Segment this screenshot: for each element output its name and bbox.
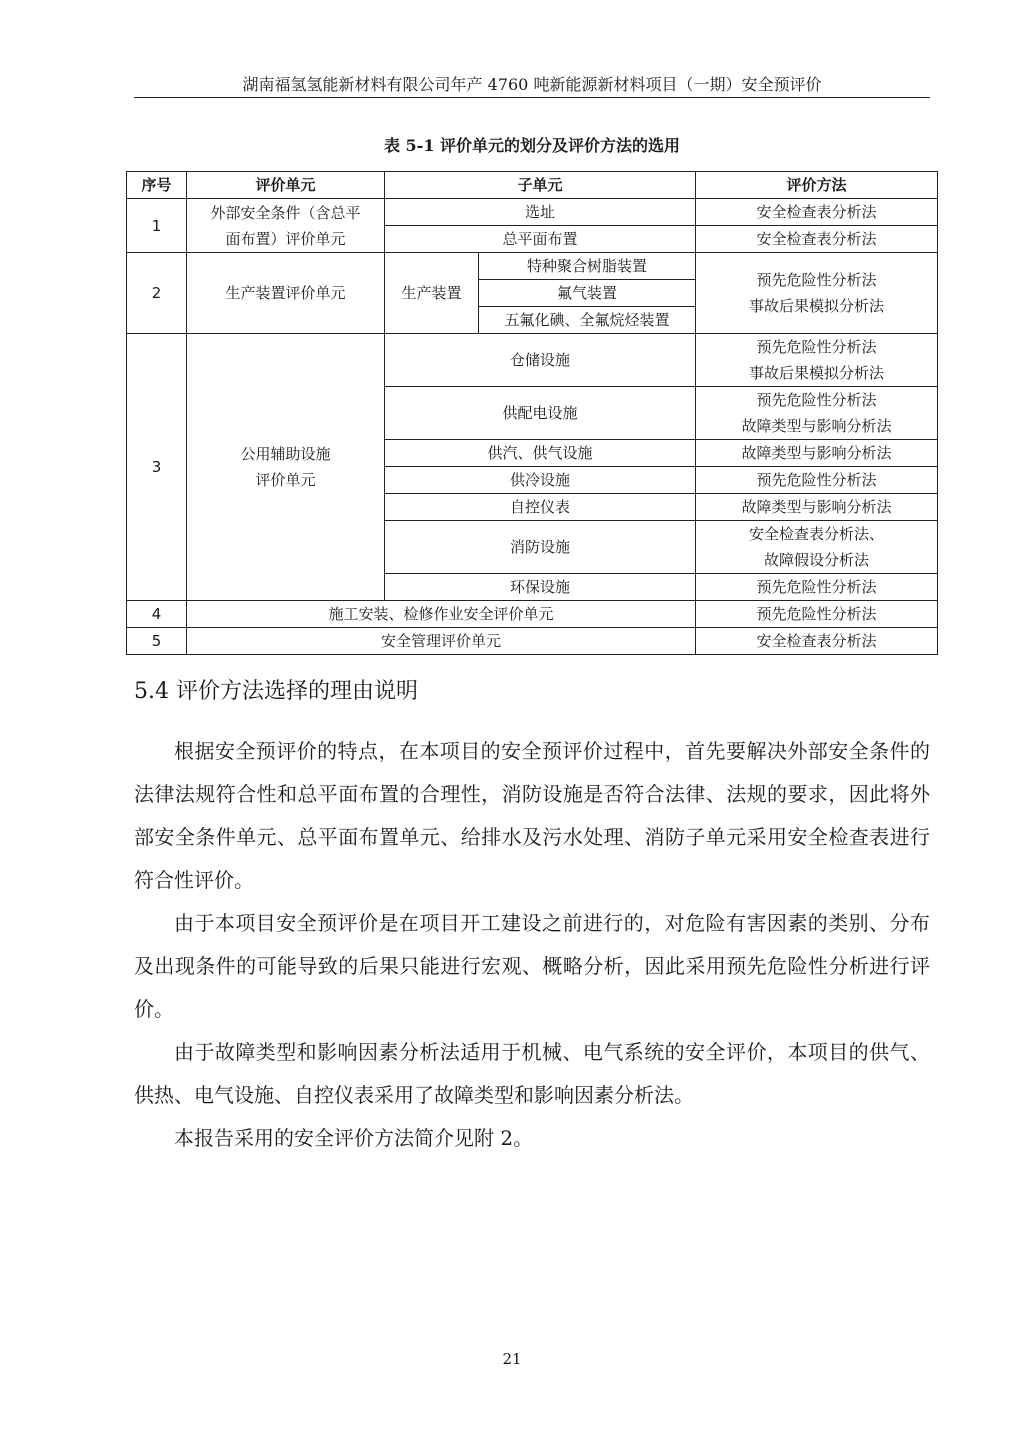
section-heading: 5.4 评价方法选择的理由说明: [134, 679, 418, 704]
method-cell: 预先危险性分析法: [696, 574, 938, 601]
row-number: 2: [127, 253, 187, 334]
table-row: [127, 601, 938, 628]
header-unit: 评价单元: [187, 172, 385, 199]
method-cell: 安全检查表分析法: [696, 628, 938, 655]
unit-cell: 施工安装、检修作业安全评价单元: [187, 601, 696, 628]
subunit-cell: 供汽、供气设施: [385, 440, 696, 467]
subunit-cell: 自控仪表: [385, 494, 696, 521]
method-cell: 安全检查表分析法: [696, 226, 938, 253]
row-number: 5: [127, 628, 187, 655]
paragraph: 由于故障类型和影响因素分析法适用于机械、电气系统的安全评价，本项目的供气、供热、电气设施、自控仪表采用了故障类型和影响因素分析法。: [134, 1040, 930, 1107]
header-rule: [134, 97, 930, 98]
page-number: 21: [502, 1350, 522, 1368]
header-subunit: 子单元: [385, 172, 696, 199]
unit-line: 评价单元: [255, 471, 316, 489]
row-number: 3: [127, 334, 187, 601]
method-line: 事故后果模拟分析法: [749, 364, 885, 382]
table-row: [127, 199, 938, 226]
method-line: 预先危险性分析法: [756, 338, 877, 356]
table-header-row: [127, 172, 938, 199]
method-cell: [696, 387, 938, 440]
header-method: 评价方法: [696, 172, 938, 199]
paragraph: 根据安全预评价的特点，在本项目的安全预评价过程中，首先要解决外部安全条件的法律法规符合性和总平面布置的合理性，消防设施是否符合法律、法规的要求，因此将外部安全条件单元、总平面布置单元、给排水及污水处理、消防子单元采用安全检查表进行符合性评价。: [134, 739, 930, 892]
paragraph: 由于本项目安全预评价是在项目开工建设之前进行的，对危险有害因素的类别、分布及出现条件的可能导致的后果只能进行宏观、概略分析，因此采用预先危险性分析进行评价。: [134, 911, 930, 1021]
subunit-cell: 供冷设施: [385, 467, 696, 494]
method-line: 故障类型与影响分析法: [741, 417, 892, 435]
unit-cell: 安全管理评价单元: [187, 628, 696, 655]
method-cell: [696, 521, 938, 574]
table-row: [127, 628, 938, 655]
subunit-cell: 氟气装置: [479, 280, 696, 307]
method-line: 预先危险性分析法: [756, 391, 877, 409]
row-number: 4: [127, 601, 187, 628]
subunit-cell: 五氟化碘、全氟烷烃装置: [479, 307, 696, 334]
method-line: 事故后果模拟分析法: [749, 297, 885, 315]
subunit-cell: 总平面布置: [385, 226, 696, 253]
subunit-cell: 特种聚合树脂装置: [479, 253, 696, 280]
method-line: 故障假设分析法: [764, 551, 870, 569]
table-row: [127, 334, 938, 387]
table-row: [127, 253, 938, 280]
running-header: 湖南福氢氢能新材料有限公司年产 4760 吨新能源新材料项目（一期）安全预评价: [242, 75, 822, 94]
unit-cell: 生产装置评价单元: [187, 253, 385, 334]
subunit-cell: 仓储设施: [385, 334, 696, 387]
section-body: [134, 730, 930, 1160]
unit-line: 面布置）评价单元: [225, 229, 346, 248]
unit-line: 外部安全条件（含总平: [210, 203, 361, 222]
method-line: 安全检查表分析法、: [749, 525, 885, 543]
table-caption: 表 5-1 评价单元的划分及评价方法的选用: [383, 136, 681, 155]
unit-cell: [187, 199, 385, 253]
method-cell: [696, 253, 938, 334]
subunit-cell: 供配电设施: [385, 387, 696, 440]
method-cell: 故障类型与影响分析法: [696, 440, 938, 467]
method-cell: 故障类型与影响分析法: [696, 494, 938, 521]
row-number: 1: [127, 199, 187, 253]
subunit-group-cell: 生产装置: [385, 253, 479, 334]
paragraph: 本报告采用的安全评价方法简介见附 2。: [174, 1126, 534, 1150]
subunit-cell: 环保设施: [385, 574, 696, 601]
unit-line: 公用辅助设施: [240, 445, 331, 463]
method-cell: 安全检查表分析法: [696, 199, 938, 226]
method-cell: 预先危险性分析法: [696, 601, 938, 628]
header-no: 序号: [127, 172, 187, 199]
subunit-cell: 消防设施: [385, 521, 696, 574]
unit-cell: [187, 334, 385, 601]
method-cell: [696, 334, 938, 387]
evaluation-unit-table: [126, 171, 938, 655]
method-line: 预先危险性分析法: [756, 271, 877, 289]
subunit-cell: 选址: [385, 199, 696, 226]
method-cell: 预先危险性分析法: [696, 467, 938, 494]
